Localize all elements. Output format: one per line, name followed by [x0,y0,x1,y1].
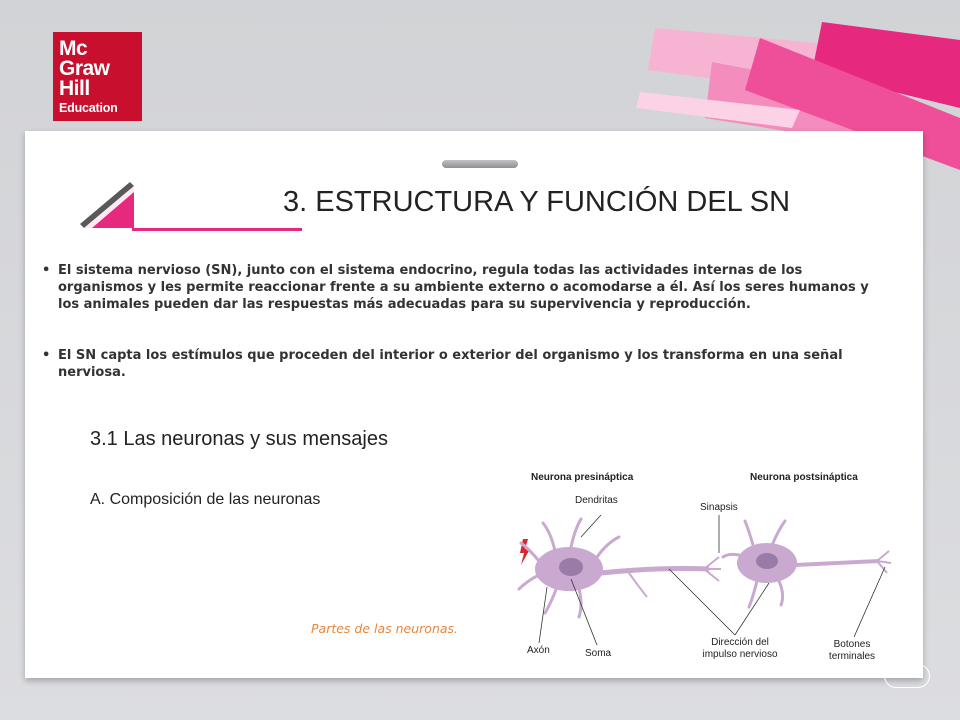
neuron-figure [509,457,899,673]
logo-line-3: Hill [59,77,90,100]
page-title: 3. ESTRUCTURA Y FUNCIÓN DEL SN [283,186,791,218]
label-synapse: Sinapsis [700,502,738,513]
label-soma: Soma [585,648,612,659]
subsection-heading: A. Composición de las neuronas [90,491,321,508]
label-axon: Axón [527,645,550,656]
label-direction-line1: Dirección del [711,637,769,648]
label-terminals-line1: Botones [833,639,871,650]
label-direction [695,637,785,661]
logo-line-2: Graw [59,57,110,80]
section-heading: 3.1 Las neuronas y sus mensajes [90,428,388,450]
figure-caption: Partes de las neuronas. [311,621,459,636]
bullet-list [42,262,872,381]
logo-line-1: Mc [59,37,88,60]
bullet-item: • El sistema nervioso (SN), junto con el sistema endocrino, regula todas las actividades internas de los organismos y les permite reaccionar frente a su ambiente externo o acomodarse a él. Así los seres humanos y los animales pueden dar las respuestas más adecuadas para su supervivencia y reproducción. [42,262,872,313]
bullet-item: • El SN capta los estímulos que proceden del interior o exterior del organismo y los transforma en una señal nerviosa. [42,347,872,381]
panel-handle [442,160,518,168]
page-number-badge [884,664,930,688]
label-postsynaptic: Neurona postsináptica [750,472,858,483]
title-accent-icon [80,180,302,236]
label-dendrites: Dendritas [575,495,618,506]
logo-line-4: Education [59,101,118,115]
label-direction-line2: impulso nervioso [702,649,778,660]
mcgraw-hill-logo [53,32,142,121]
label-terminals [817,639,887,663]
label-presynaptic: Neurona presináptica [531,472,634,483]
label-terminals-line2: terminales [828,651,876,662]
